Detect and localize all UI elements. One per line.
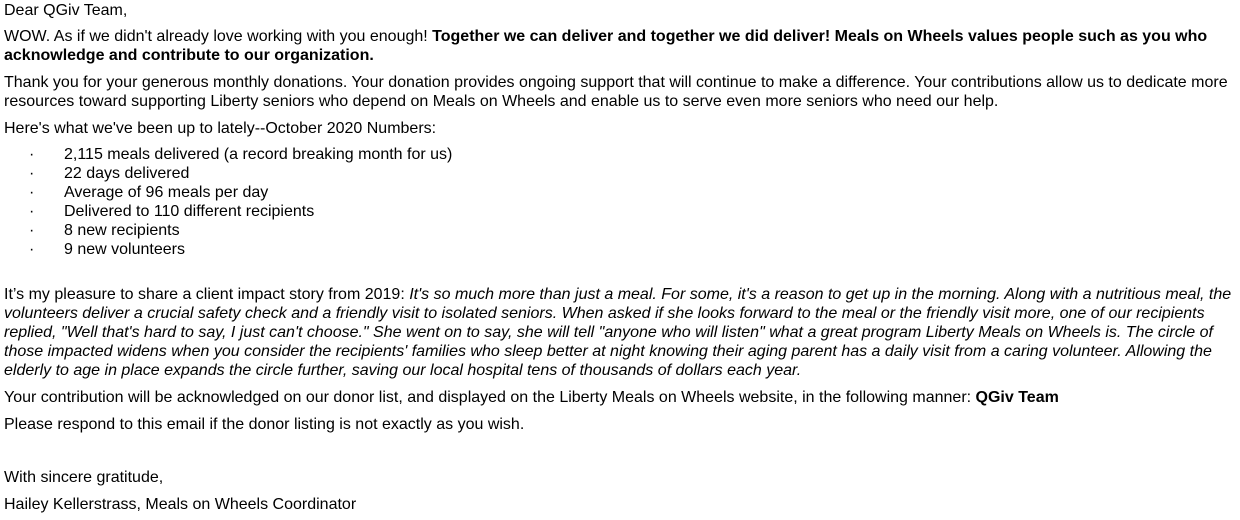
greeting: Dear QGiv Team,: [4, 2, 128, 19]
list-item-text: 2,115 meals delivered (a record breaking month for us): [64, 146, 453, 163]
story-quote: It's so much more than just a meal. For some, it's a reason to get up in the morning. Along with a nutritious meal, the volunteers deliver a crucial safety check and a friendly visit to isolated seniors. When asked if she looks forward to the meal or the friendly visit more, one of our recipients replied, "Well that's hard to say, I just can't choose." She went on to say, she will tell "anyone who will listen" what a great program Liberty Meals on Wheels is. The circle of those impacted widens when you consider the recipients' families who sleep better at night knowing their aging parent has a daily visit from a caring volunteer. Allowing the elderly to age in place expands the circle further, saving our local hospital tens of thousands of dollars each year.: [4, 286, 1232, 379]
story-lead: It’s my pleasure to share a client impact story from 2019:: [4, 286, 410, 303]
numbers-heading: Here's what we've been up to lately--October 2020 Numbers:: [4, 120, 437, 137]
list-item: [4, 202, 1236, 221]
list-item-text: 8 new recipients: [64, 222, 180, 239]
bullet-icon: ·: [29, 241, 35, 258]
list-item-text: 9 new volunteers: [64, 241, 185, 258]
bullet-icon: ·: [29, 184, 35, 201]
list-item: [4, 145, 1236, 164]
bullet-icon: ·: [29, 165, 35, 182]
list-item: [4, 183, 1236, 202]
bullet-icon: ·: [29, 222, 35, 239]
list-item-text: 22 days delivered: [64, 165, 190, 182]
intro-paragraph: [4, 27, 1236, 65]
acknowledgement-paragraph: [4, 388, 1236, 407]
list-item-text: Average of 96 meals per day: [64, 184, 269, 201]
thanks-paragraph: Thank you for your generous monthly donations. Your donation provides ongoing support that will continue to make a difference. Your contributions allow us to dedicate more resources toward supporting Liberty seniors who depend on Meals on Wheels and enable us to serve even more seniors who need our help.: [4, 74, 1228, 110]
list-item: [4, 164, 1236, 183]
spacer: [4, 441, 1236, 468]
story-paragraph: [4, 285, 1236, 380]
spacer: [4, 259, 1236, 285]
bullet-icon: ·: [29, 146, 35, 163]
signature: Hailey Kellerstrass, Meals on Wheels Coordinator: [4, 496, 357, 513]
acknowledgement-text: Your contribution will be acknowledged on our donor list, and displayed on the Liberty Meals on Wheels website, in the following manner:: [4, 389, 976, 406]
intro-text: WOW. As if we didn't already love working with you enough!: [4, 28, 433, 45]
list-item: [4, 240, 1236, 259]
list-item-text: Delivered to 110 different recipients: [64, 203, 315, 220]
closing: With sincere gratitude,: [4, 469, 164, 486]
numbers-list: [4, 145, 1236, 259]
list-item: [4, 221, 1236, 240]
bullet-icon: ·: [29, 203, 35, 220]
intro-bold-text: Together we can deliver and together we did deliver! Meals on Wheels values people such as you who acknowledge and contribute to our organization.: [4, 28, 1208, 64]
donor-listing-name: QGiv Team: [975, 389, 1059, 406]
respond-paragraph: Please respond to this email if the donor listing is not exactly as you wish.: [4, 416, 525, 433]
